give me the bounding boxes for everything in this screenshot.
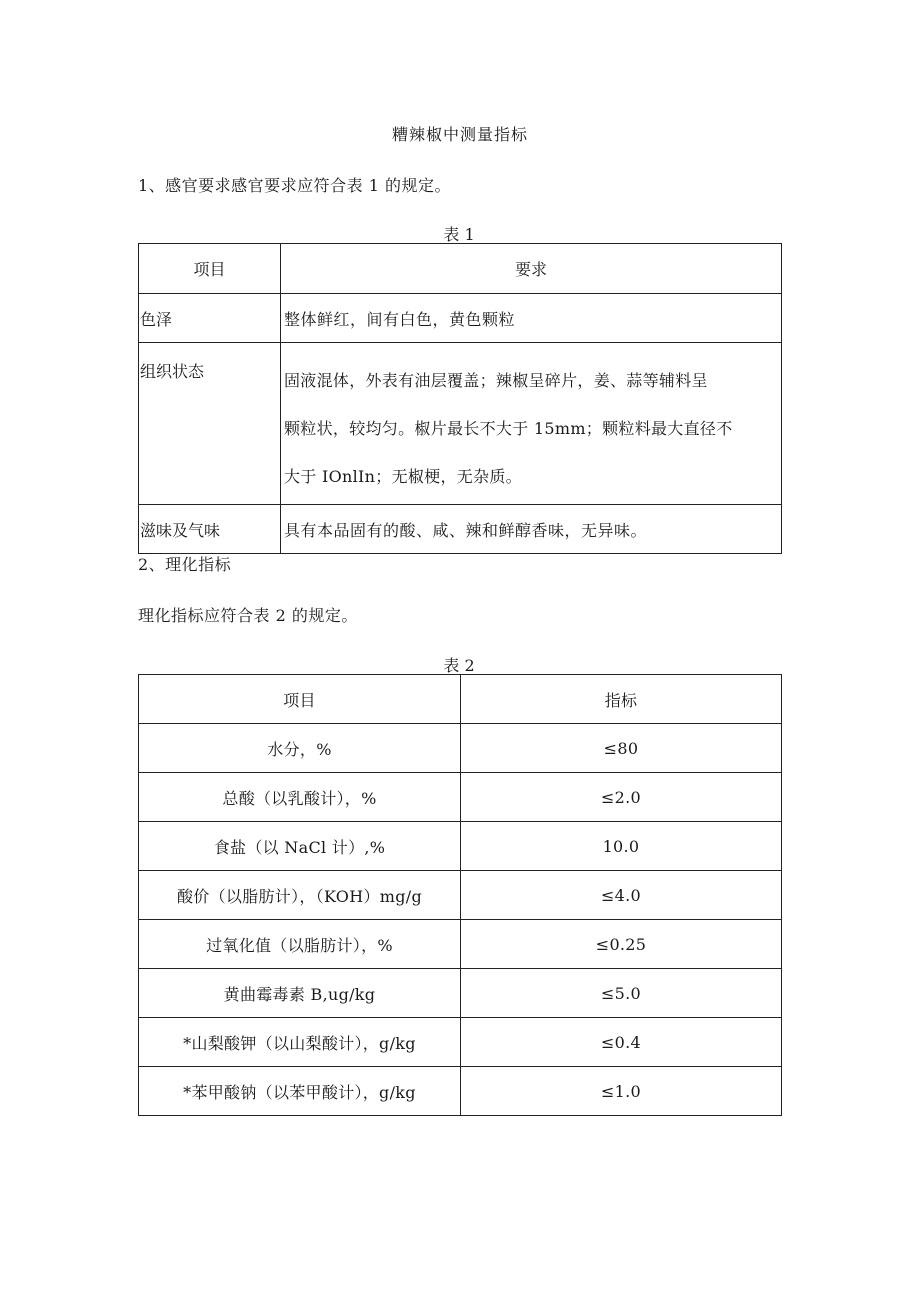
document-title: 糟辣椒中测量指标 xyxy=(391,125,528,144)
sensory-requirements-table xyxy=(138,243,782,554)
row-item: 过氧化值（以脂肪计），% xyxy=(139,920,461,969)
table-row xyxy=(139,969,782,1018)
header-item: 项目 xyxy=(139,675,461,724)
row-item: 食盐（以 NaCl 计）,% xyxy=(139,822,461,871)
row-item: 滋味及气味 xyxy=(139,505,281,554)
requirement-line: 大于 IOnlIn；无椒梗，无杂质。 xyxy=(284,467,522,486)
table-row xyxy=(139,773,782,822)
row-value: ≤4.0 xyxy=(461,871,782,920)
section1-intro: 1、感官要求感官要求应符合表 1 的规定。 xyxy=(138,176,452,195)
row-value: ≤0.4 xyxy=(461,1018,782,1067)
header-requirement: 要求 xyxy=(281,244,782,294)
table2-caption: 表 2 xyxy=(443,656,475,675)
table-row xyxy=(139,1067,782,1116)
row-item: 色泽 xyxy=(139,294,281,343)
table-row xyxy=(139,822,782,871)
table-header-row xyxy=(139,675,782,724)
row-value: 10.0 xyxy=(461,822,782,871)
header-item: 项目 xyxy=(139,244,281,294)
row-value: ≤2.0 xyxy=(461,773,782,822)
header-index: 指标 xyxy=(461,675,782,724)
row-requirement: 整体鲜红，间有白色，黄色颗粒 xyxy=(281,294,782,343)
row-requirement xyxy=(281,343,782,505)
table-row xyxy=(139,871,782,920)
row-value: ≤0.25 xyxy=(461,920,782,969)
section2-heading: 2、理化指标 xyxy=(138,555,232,574)
table-row xyxy=(139,920,782,969)
requirement-line: 颗粒状，较均匀。椒片最长不大于 15mm；颗粒料最大直径不 xyxy=(284,419,733,438)
requirement-line: 固液混体，外表有油层覆盖；辣椒呈碎片，姜、蒜等辅料呈 xyxy=(284,371,708,390)
table1-caption: 表 1 xyxy=(443,225,475,244)
section2-intro: 理化指标应符合表 2 的规定。 xyxy=(138,606,358,625)
row-requirement: 具有本品固有的酸、咸、辣和鲜醇香味，无异味。 xyxy=(281,505,782,554)
table-header-row xyxy=(139,244,782,294)
table-row xyxy=(139,294,782,343)
row-item: 总酸（以乳酸计），% xyxy=(139,773,461,822)
row-item: 水分，% xyxy=(139,724,461,773)
table-row xyxy=(139,505,782,554)
row-value: ≤5.0 xyxy=(461,969,782,1018)
row-item: *苯甲酸钠（以苯甲酸计），g/kg xyxy=(139,1067,461,1116)
row-item: 黄曲霉毒素 B,ug/kg xyxy=(139,969,461,1018)
row-item: 酸价（以脂肪计），（KOH）mg/g xyxy=(139,871,461,920)
row-item: *山梨酸钾（以山梨酸计），g/kg xyxy=(139,1018,461,1067)
row-item: 组织状态 xyxy=(139,343,281,505)
table-row xyxy=(139,343,782,505)
row-value: ≤1.0 xyxy=(461,1067,782,1116)
physicochemical-index-table xyxy=(138,674,782,1116)
row-value: ≤80 xyxy=(461,724,782,773)
table-row xyxy=(139,724,782,773)
table-row xyxy=(139,1018,782,1067)
